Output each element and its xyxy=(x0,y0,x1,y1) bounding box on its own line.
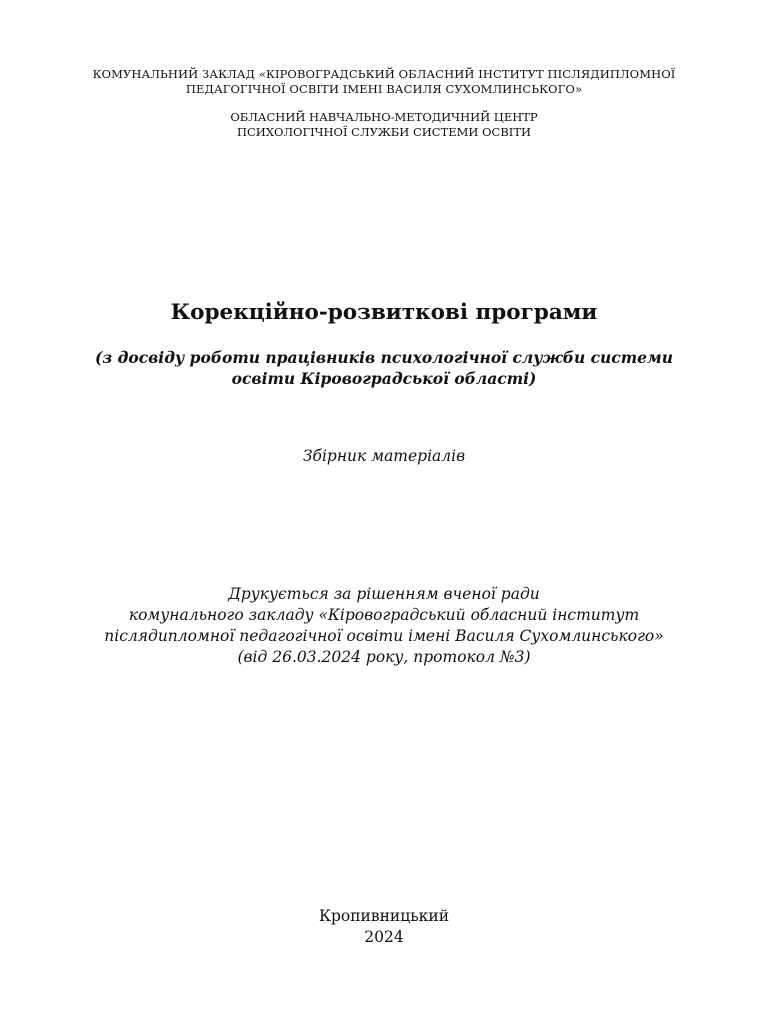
imprint-city: Кропивницький xyxy=(318,907,450,925)
institution-line: ПЕДАГОГІЧНОЇ ОСВІТИ ІМЕНІ ВАСИЛЯ СУХОМЛИНСЬКОГО» xyxy=(185,82,583,96)
collection-label: Збірник матеріалів xyxy=(302,447,466,465)
approval-line: комунального закладу «Кіровоградський обласний інститут xyxy=(128,606,640,624)
center-name xyxy=(0,110,768,140)
approval-line: (від 26.03.2024 року, протокол №3) xyxy=(237,648,531,666)
approval-note xyxy=(0,584,768,668)
imprint xyxy=(0,906,768,948)
subtitle-line: (з досвіду роботи працівників психологічної служби системи xyxy=(94,348,674,367)
document-title: Корекційно-розвиткові програми xyxy=(170,300,598,325)
approval-line: Друкується за рішенням вченої ради xyxy=(228,585,540,603)
center-line: ПСИХОЛОГІЧНОЇ СЛУЖБИ СИСТЕМИ ОСВІТИ xyxy=(236,125,532,139)
institution-name xyxy=(0,67,768,97)
approval-line: післядипломної педагогічної освіти імені Василя Сухомлинського» xyxy=(104,627,664,645)
center-line: ОБЛАСНИЙ НАВЧАЛЬНО-МЕТОДИЧНИЙ ЦЕНТР xyxy=(230,110,538,124)
document-subtitle xyxy=(0,347,768,389)
imprint-year: 2024 xyxy=(364,928,404,946)
subtitle-line: освіти Кіровоградської області) xyxy=(231,369,537,388)
institution-line: КОМУНАЛЬНИЙ ЗАКЛАД «КІРОВОГРАДСЬКИЙ ОБЛАСНИЙ ІНСТИТУТ ПІСЛЯДИПЛОМНОЇ xyxy=(92,67,676,81)
